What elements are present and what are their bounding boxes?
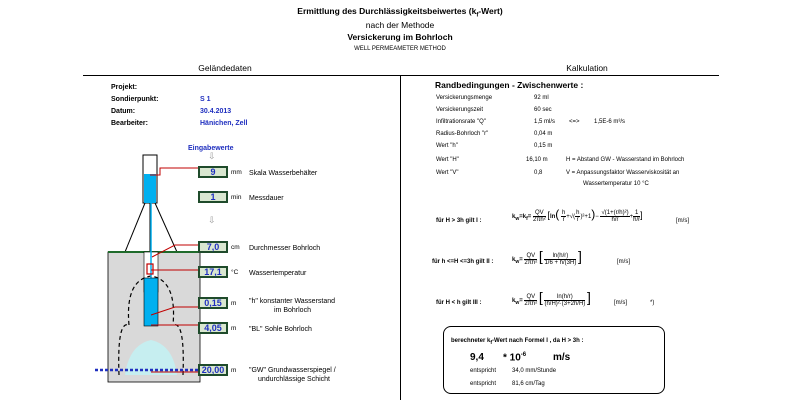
formula-unit: [m/s]: [617, 259, 630, 265]
input-scale[interactable]: 9: [198, 166, 228, 178]
unit-scale: mm: [231, 169, 242, 176]
result-heading: berechneter $k_f$-Wert nach Formel I , da H > 3h :: [451, 338, 584, 347]
heading-divider: [83, 75, 719, 76]
date-value: 30.4.2013: [200, 108, 232, 115]
down-arrow-icon: ⇩: [208, 151, 216, 161]
result-times: * $10^{-6}$: [503, 352, 527, 364]
row-value: 92 ml: [534, 95, 549, 101]
row-value: 60 sec: [534, 107, 552, 113]
row-value: 0,04 m: [534, 131, 553, 137]
row-label: Versickerungszeit: [436, 107, 484, 113]
unit-duration: min: [231, 194, 242, 201]
method-name: Versickerung im Bohrloch: [347, 32, 453, 42]
formula-1: $k_w=k_f=$ $\frac{QV}{\text{2πh²}}$ [ln( $\frac{h}{r}$ +√( $\frac{h}{r}$ )²+1)− $\frac{\text{√(1+(r/h)²)}}{h/r}$ + $\frac{1}{h/r}$ ]: [512, 207, 643, 223]
row-label: Wert "V": [436, 170, 459, 176]
label-water-level: "h" konstanter Wasserstand: [249, 298, 336, 305]
unit-temperature: °C: [231, 269, 239, 276]
point-value: S 1: [200, 96, 211, 103]
unit-borehole-bottom: m: [231, 325, 237, 332]
unit-diameter: cm: [231, 244, 240, 251]
label-scale: Skala Wasserbehälter: [249, 170, 318, 177]
column-divider: [400, 75, 401, 400]
unit-water-level: m: [231, 300, 237, 307]
input-groundwater[interactable]: 20,00: [198, 364, 228, 376]
row-value: 0,15 m: [534, 143, 553, 149]
label-temperature: Wassertemperatur: [249, 270, 307, 277]
row-value: 16,10 m: [526, 157, 548, 163]
row-value: 0,8: [534, 170, 543, 176]
inputs-heading: Eingabewerte: [188, 145, 234, 152]
formula-unit: [m/s]: [614, 300, 627, 306]
result-equiv-label: entspricht: [470, 368, 497, 374]
input-diameter[interactable]: 7,0: [198, 241, 228, 253]
input-duration[interactable]: 1: [198, 191, 228, 203]
input-temperature[interactable]: 17,1: [198, 266, 228, 278]
leader-lines: [150, 165, 205, 385]
date-label: Datum:: [111, 108, 136, 115]
label-water-level-2: im Bohrloch: [274, 307, 311, 314]
boundary-heading: Randbedingungen - Zwischenwerte :: [435, 80, 584, 90]
formula-label: für H < h gilt III :: [436, 300, 482, 306]
label-diameter: Durchmesser Bohrloch: [249, 245, 321, 252]
input-water-level[interactable]: 0,15: [198, 297, 228, 309]
formula-footnote: *): [650, 300, 655, 306]
point-label: Sondierpunkt:: [111, 96, 159, 103]
formula-unit: [m/s]: [676, 218, 689, 224]
label-groundwater-2: undurchlässige Schicht: [258, 376, 330, 383]
row-note-2: Wassertemperatur 10 °C: [583, 181, 649, 187]
row-arrow: <=>: [569, 119, 580, 125]
page-title: Ermittlung des Durchlässigkeitsbeiwertes $(k_f-Wert)$: [297, 6, 503, 19]
formula-label: für H > 3h gilt I :: [436, 218, 482, 224]
label-borehole-bottom: "BL" Sohle Bohrloch: [249, 326, 312, 333]
row-label: Versickerungsmenge: [436, 95, 493, 101]
result-equiv-value: 34,0 mm/Stunde: [512, 368, 557, 374]
label-groundwater: "GW" Grundwasserspiegel /: [249, 367, 336, 374]
down-arrow-icon: ⇩: [208, 215, 216, 225]
unit-groundwater: m: [231, 367, 237, 374]
row-value: 1,5 ml/s: [534, 119, 556, 125]
formula-label: für h <=H <=3h gilt II :: [432, 259, 494, 265]
formula-3: $k_w=$ $\frac{QV}{\text{2πh²}}$ [ $\frac{\ln(h/r)}{\text{(h/H)²·(3+2h/H)}}$ ]: [512, 289, 591, 307]
right-heading: Kalkulation: [566, 63, 608, 73]
result-value: 9,4: [470, 352, 484, 363]
row-label: Wert "h": [436, 143, 458, 149]
row-note: V = Anpassungsfaktor Wasserviskosität an: [566, 170, 680, 176]
row-label: Wert "H": [436, 157, 459, 163]
result-equiv-label: entspricht: [470, 381, 497, 387]
row-note: H = Abstand GW - Wasserstand im Bohrloch: [566, 157, 685, 163]
left-heading: Geländedaten: [198, 63, 252, 73]
editor-label: Bearbeiter:: [111, 120, 148, 127]
editor-value: Hänichen, Zell: [200, 120, 248, 127]
input-borehole-bottom[interactable]: 4,05: [198, 322, 228, 334]
method-line: nach der Methode: [365, 20, 435, 30]
project-label: Projekt:: [111, 84, 138, 91]
label-duration: Messdauer: [249, 195, 284, 202]
method-english: WELL PERMEAMETER METHOD: [354, 46, 446, 52]
row-label: Radius-Bohrloch "r": [436, 131, 489, 137]
row-label: Infiltrationsrate "Q": [436, 119, 486, 125]
result-unit: m/s: [553, 352, 571, 363]
formula-2: $k_w=$ $\frac{QV}{\text{2πh²}}$ [ $\frac{\ln(h/r)}{1/6 + h/(3H)}$ ]: [512, 248, 582, 266]
result-equiv-value: 81,6 cm/Tag: [512, 381, 545, 387]
row-note: 1,5E-6 m³/s: [594, 119, 626, 125]
